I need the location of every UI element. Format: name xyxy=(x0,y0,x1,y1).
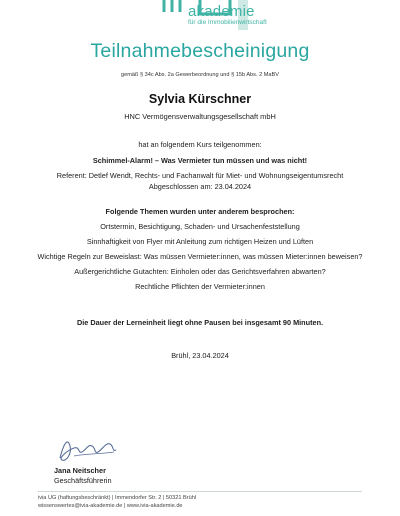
footer-contact: wissenswertes@ivia-akademie.de | www.ivia-akademie.de xyxy=(38,503,183,509)
logo-wordmark: akademie xyxy=(188,3,255,20)
signer-name: Jana Neitscher xyxy=(54,466,106,475)
logo-tagline: für die Immobilienwirtschaft xyxy=(188,19,267,26)
signature-scribble xyxy=(54,432,124,466)
participant-name: Sylvia Kürschner xyxy=(148,92,252,106)
signer-role: Geschäftsführerin xyxy=(54,476,112,485)
topic-item: Außergerichtliche Gutachten: Einholen oder das Gerichtsverfahren abwarten? xyxy=(74,267,326,276)
topic-item: Wichtige Regeln zur Beweislast: Was müssen Vermieter:innen, was müssen Mieter:innen beweisen? xyxy=(37,252,363,261)
course-intro: hat an folgendem Kurs teilgenommen: xyxy=(138,140,262,149)
course-speaker: Referent: Detlef Wendt, Rechts- und Fachanwalt für Miet- und Wohnungseigentumsrecht xyxy=(56,171,344,180)
footer-divider xyxy=(38,491,362,492)
footer-address: ivia UG (haftungsbeschränkt) | Immendorfer Str. 2 | 50321 Brühl xyxy=(38,495,197,501)
topic-item: Rechtliche Pflichten der Vermieter:innen xyxy=(135,282,265,291)
certificate-title: Teilnahmebescheinigung xyxy=(90,40,310,62)
participant-company: HNC Vermögensverwaltungsgesellschaft mbH xyxy=(124,112,276,121)
place-date: Brühl, 23.04.2024 xyxy=(171,351,229,360)
topics-heading: Folgende Themen wurden unter anderem besprochen: xyxy=(105,207,295,216)
legal-basis: gemäß § 34c Abs. 2a Gewerbeordnung und § 15b Abs. 2 MaBV xyxy=(121,72,279,78)
completion-date: Abgeschlossen am: 23.04.2024 xyxy=(148,182,252,191)
course-title: Schimmel-Alarm! – Was Vermieter tun müssen und was nicht! xyxy=(92,156,308,165)
duration-statement: Die Dauer der Lerneinheit liegt ohne Pausen bei insgesamt 90 Minuten. xyxy=(76,318,324,327)
logo xyxy=(0,0,400,34)
topic-item: Ortstermin, Besichtigung, Schaden- und Ursachenfeststellung xyxy=(100,222,300,231)
topic-item: Sinnhaftigkeit von Flyer mit Anleitung zum richtigen Heizen und Lüften xyxy=(86,237,314,246)
